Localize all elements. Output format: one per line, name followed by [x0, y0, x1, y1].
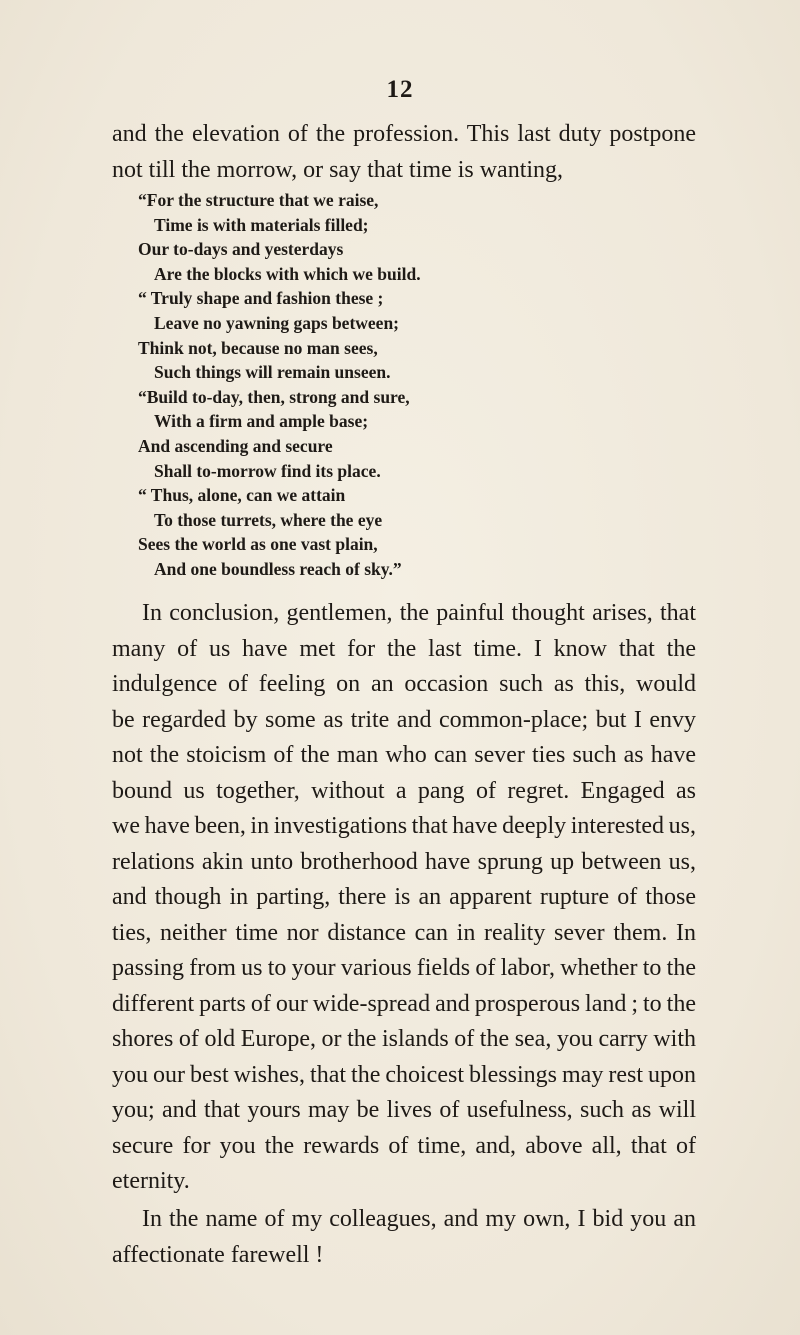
poem-stanza	[138, 385, 638, 483]
poem-line: And ascending and secure	[138, 435, 333, 456]
text-line: many of us have met for the last time. I know that the	[112, 635, 696, 662]
poem-stanza	[138, 483, 638, 581]
poem-line: With a firm and ample base;	[154, 411, 369, 432]
poem-line: “Build to-day, then, strong and sure,	[138, 386, 410, 407]
poem-line: Leave no yawning gaps between;	[154, 312, 400, 333]
text-line: you our best wishes, that the choicest blessings may rest upon	[112, 1061, 697, 1088]
text-line: we have been, in investigations that have deeply interested us,	[112, 813, 697, 839]
farewell-paragraph	[112, 1202, 696, 1273]
text-line: passing from us to your various fields of labor, whether to the	[112, 955, 696, 981]
page-number: 12	[386, 76, 414, 103]
poem-stanza	[138, 188, 638, 286]
poem-line: “ Thus, alone, can we attain	[138, 485, 346, 506]
opening-paragraph	[112, 117, 696, 188]
quoted-poem	[138, 188, 638, 582]
text-line: ties, neither time nor distance can in reality sever them. In	[112, 919, 696, 946]
poem-line: Such things will remain unseen.	[154, 362, 391, 383]
text-line: different parts of our wide-spread and prosperous land ; to the	[112, 990, 696, 1017]
text-line: be regarded by some as trite and common-place; but I envy	[112, 706, 696, 733]
poem-line: Our to-days and yesterdays	[138, 239, 344, 260]
poem-line: “ Truly shape and fashion these ;	[138, 288, 384, 309]
text-line: and though in parting, there is an apparent rupture of those	[112, 884, 696, 910]
text-line: eternity.	[112, 1168, 190, 1194]
text-line: relations akin unto brotherhood have sprung up between us,	[112, 848, 696, 875]
poem-line: Shall to-morrow find its place.	[154, 460, 381, 481]
text-line: not till the morrow, or say that time is wanting,	[112, 156, 564, 183]
poem-stanza	[138, 286, 638, 384]
text-line: bound us together, without a pang of regret. Engaged as	[112, 777, 696, 804]
poem-line: To those turrets, where the eye	[154, 509, 383, 530]
poem-line: Sees the world as one vast plain,	[138, 534, 378, 555]
poem-line: “For the structure that we raise,	[138, 190, 379, 210]
text-line: indulgence of feeling on an occasion such as this, would	[112, 671, 696, 697]
text-line: affectionate farewell !	[112, 1241, 324, 1268]
text-line: you; and that yours may be lives of usefulness, such as will	[112, 1097, 696, 1123]
poem-line: And one boundless reach of sky.”	[154, 558, 402, 579]
text-line: secure for you the rewards of time, and, above all, that of	[112, 1132, 696, 1159]
conclusion-paragraph	[112, 596, 696, 1200]
poem-line: Time is with materials filled;	[154, 214, 369, 235]
text-line: and the elevation of the profession. This last duty postpone	[112, 121, 696, 147]
text-line: In conclusion, gentlemen, the painful thought arises, that	[142, 600, 696, 626]
text-line: shores of old Europe, or the islands of the sea, you carry with	[112, 1026, 696, 1052]
poem-line: Think not, because no man sees,	[138, 337, 378, 358]
poem-line: Are the blocks with which we build.	[154, 263, 421, 284]
text-line: not the stoicism of the man who can sever ties such as have	[112, 742, 696, 768]
text-line: In the name of my colleagues, and my own, I bid you an	[142, 1206, 696, 1232]
